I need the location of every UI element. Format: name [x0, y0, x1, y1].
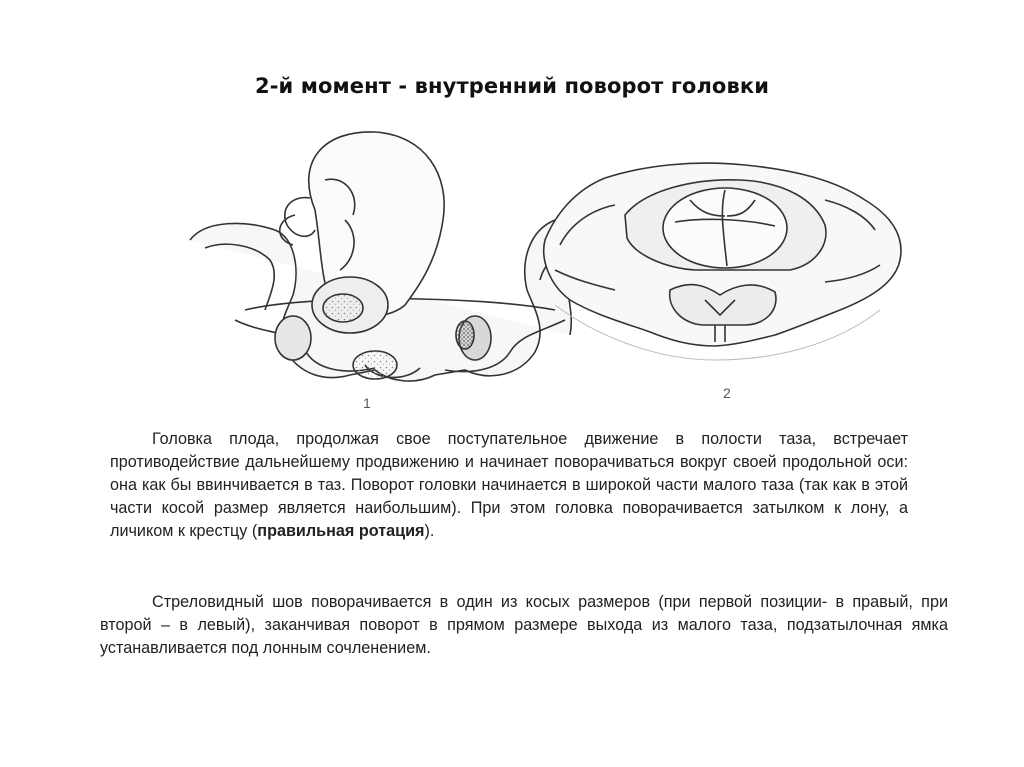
paragraph-sagittal-suture: Стреловидный шов поворачивается в один из косых размеров (при первой позиции- в правый, при второй – в левый), заканчивая поворот в прямом размере выхода из малого таза, подзатылочная ямка устанавливается под лонным сочленением.	[100, 593, 948, 657]
slide-title: 2-й момент - внутренний поворот головки	[254, 74, 770, 98]
figure-2-pelvis-top-view	[544, 163, 901, 401]
paragraph-head-rotation	[110, 428, 908, 543]
figure-1-number: 1	[363, 395, 371, 410]
figure-1-fetus-in-pelvis	[190, 132, 600, 410]
figure-2-number: 2	[723, 385, 731, 401]
illustration-area	[175, 120, 915, 410]
paragraph-1-text-end: ).	[424, 522, 435, 540]
paragraph-1-text: Головка плода, продолжая свое поступательное движение в полости таза, встречает противодействие дальнейшему продвижению и начинает поворачиваться вокруг своей продольной оси: она как бы ввинчивается в таз. Поворот головки начинается в широкой части малого таза (так как в этой части косой размер является наибольшим). При этом головка поворачивается затылком к лону, а личиком к крестцу (	[110, 430, 908, 540]
pelvis-illustrations	[175, 120, 915, 410]
paragraph-1-emphasis: правильная ротация	[257, 522, 425, 540]
